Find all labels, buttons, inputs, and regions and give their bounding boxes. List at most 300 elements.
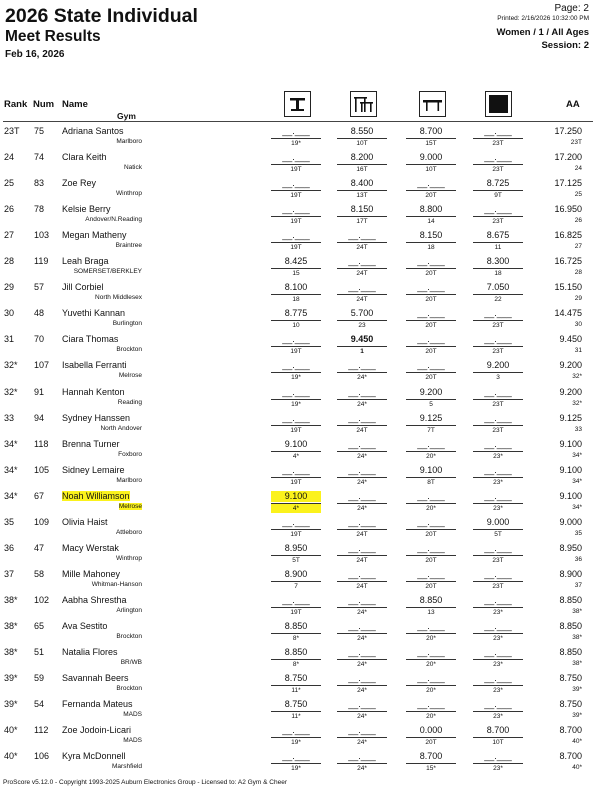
event-rank: 20T — [406, 555, 456, 565]
all-around-rank: 34* — [572, 477, 582, 485]
event-rank: 22 — [473, 294, 523, 304]
event-score: __.___ — [417, 282, 445, 293]
gym-name: Foxboro — [118, 450, 142, 458]
event-rank: 23T — [473, 138, 523, 148]
event-score: __.___ — [282, 464, 310, 475]
event-rank: 23T — [473, 399, 523, 409]
event-score: __.___ — [348, 360, 376, 371]
event-rank: 23* — [473, 451, 523, 461]
event-rank: 23* — [473, 633, 523, 643]
event-score: __.___ — [348, 438, 376, 449]
all-around-rank: 37 — [574, 581, 582, 589]
event-score: __.___ — [484, 673, 512, 684]
competitor-number: 59 — [34, 673, 45, 684]
page-number: Page: 2 — [554, 3, 589, 14]
rank-cell: 27 — [4, 230, 15, 241]
event-rank: 20* — [406, 659, 456, 669]
rank-cell: 29 — [4, 282, 15, 293]
event-score: __.___ — [417, 516, 445, 527]
athlete-name: Natalia Flores — [62, 647, 118, 657]
all-around-score: 16.950 — [554, 204, 582, 215]
all-around-score: 8.950 — [559, 542, 582, 553]
gym-name: North Middlesex — [95, 294, 142, 302]
event-score: __.___ — [484, 647, 512, 657]
all-around-score: 14.475 — [554, 308, 582, 319]
event-score: __.___ — [484, 620, 512, 631]
event-score: __.___ — [348, 282, 376, 293]
event-rank: 23* — [473, 711, 523, 721]
event-rank: 23* — [473, 503, 523, 513]
event-score: __.___ — [417, 568, 445, 579]
competitor-number: 51 — [34, 647, 45, 657]
event-rank: 18 — [473, 268, 523, 278]
event-rank: 5 — [406, 399, 456, 409]
event-rank: 4* — [271, 503, 321, 513]
event-score: 8.400 — [350, 178, 374, 189]
athlete-name: Isabella Ferranti — [62, 360, 127, 371]
event-score: __.___ — [417, 673, 445, 684]
all-around-score: 8.750 — [559, 699, 582, 710]
event-rank: 23T — [473, 581, 523, 591]
event-score: __.___ — [348, 594, 376, 605]
event-rank: 19T — [271, 477, 321, 487]
event-score: __.___ — [348, 464, 376, 475]
athlete-name: Sydney Hanssen — [62, 412, 131, 423]
event-rank: 10T — [406, 164, 456, 174]
athlete-name: Clara Keith — [62, 152, 107, 163]
rank-cell: 33 — [4, 412, 15, 423]
event-rank: 11* — [271, 711, 321, 721]
footer-copyright: ProScore v5.12.0 - Copyright 1993-2025 Auburn Electronics Group - Licensed to: A2 Gym & Cheer — [3, 779, 287, 786]
table-row — [0, 230, 598, 256]
competitor-number: 65 — [34, 620, 45, 631]
event-rank: 19* — [271, 737, 321, 747]
event-rank: 24* — [337, 503, 387, 513]
event-score: 9.200 — [486, 360, 510, 371]
column-header-aa: AA — [566, 99, 580, 110]
table-row — [0, 256, 598, 282]
event-rank: 19T — [271, 242, 321, 252]
rank-cell: 38* — [4, 620, 18, 631]
event-rank: 19T — [271, 607, 321, 617]
event-score: 8.100 — [284, 282, 308, 293]
event-score: 9.125 — [419, 412, 443, 423]
event-score: __.___ — [417, 256, 445, 267]
competitor-number: 105 — [34, 464, 50, 475]
event-score: 7.050 — [486, 282, 510, 293]
rank-cell: 24 — [4, 152, 15, 163]
gym-name: SOMERSET/BERKLEY — [73, 268, 142, 276]
event-rank: 24T — [337, 581, 387, 591]
rank-cell: 31 — [4, 334, 15, 345]
event-score: 8.850 — [284, 620, 308, 631]
gym-name: Winthrop — [115, 554, 142, 562]
competitor-number: 75 — [34, 126, 45, 136]
table-row — [0, 543, 598, 569]
column-header-name: Name — [62, 99, 88, 110]
event-score: __.___ — [417, 647, 445, 657]
event-score: __.___ — [348, 673, 376, 684]
competitor-number: 102 — [34, 594, 50, 605]
event-score: __.___ — [417, 542, 445, 553]
event-rank: 18 — [271, 294, 321, 304]
event-score: __.___ — [417, 699, 445, 710]
rank-cell: 26 — [4, 204, 15, 215]
event-rank: 20T — [406, 294, 456, 304]
event-score: __.___ — [282, 516, 310, 527]
event-score: __.___ — [348, 516, 376, 527]
event-rank: 19T — [271, 216, 321, 226]
event-score: __.___ — [348, 256, 376, 267]
gym-highlight: Melrose — [118, 502, 142, 510]
event-rank: 19* — [271, 763, 321, 773]
all-around-score: 9.125 — [559, 412, 582, 423]
column-header-rank: Rank — [4, 99, 28, 110]
table-row — [0, 204, 598, 230]
competitor-number: 58 — [34, 568, 45, 579]
athlete-name: Jill Corbiel — [62, 282, 104, 293]
competitor-number: 119 — [34, 256, 49, 267]
event-rank: 11 — [473, 242, 523, 252]
all-around-score: 17.250 — [554, 126, 582, 136]
competitor-number: 70 — [34, 334, 45, 345]
event-score: __.___ — [417, 438, 445, 449]
table-row — [0, 413, 598, 439]
all-around-rank: 39* — [572, 712, 582, 720]
event-score: __.___ — [417, 490, 445, 501]
event-score: __.___ — [348, 386, 376, 397]
all-around-score: 8.850 — [559, 647, 582, 657]
event-rank: 24* — [337, 633, 387, 643]
table-row — [0, 595, 598, 621]
event-rank: 20* — [406, 451, 456, 461]
all-around-rank: 30 — [574, 321, 582, 329]
all-around-rank: 40* — [572, 738, 582, 746]
event-rank: 20* — [406, 503, 456, 513]
event-rank: 23 — [337, 320, 387, 330]
balance-beam-icon — [419, 91, 446, 117]
event-score: 8.750 — [284, 673, 308, 684]
event-score: __.___ — [484, 568, 512, 579]
division-label: Women / 1 / All Ages — [496, 27, 589, 38]
event-score: 8.700 — [419, 751, 443, 762]
rank-cell: 39* — [4, 699, 18, 710]
event-rank: 19* — [271, 138, 321, 148]
table-row — [0, 334, 598, 360]
event-rank: 20T — [406, 190, 456, 200]
athlete-name: Adriana Santos — [62, 126, 124, 136]
gym-name: MADS — [123, 711, 142, 719]
event-rank: 23T — [473, 555, 523, 565]
athlete-name: Sidney Lemaire — [62, 464, 125, 475]
column-header-gym: Gym — [117, 111, 136, 121]
all-around-rank: 23T — [570, 139, 582, 146]
competitor-number: 118 — [34, 438, 49, 449]
event-score: 8.850 — [284, 647, 308, 657]
table-row — [0, 491, 598, 517]
gym-name: MADS — [123, 737, 142, 745]
all-around-score: 9.200 — [559, 360, 582, 371]
event-rank: 24T — [337, 425, 387, 435]
report-subtitle: Meet Results — [5, 28, 101, 45]
event-rank: 20T — [406, 346, 456, 356]
rank-cell: 32* — [4, 386, 18, 397]
event-score: __.___ — [348, 725, 376, 736]
event-rank: 1 — [337, 346, 387, 356]
gym-name: Brockton — [116, 685, 142, 693]
gym-name: Whitman-Hanson — [91, 580, 142, 588]
all-around-rank: 33 — [574, 425, 582, 433]
event-rank: 23* — [473, 477, 523, 487]
table-row — [0, 152, 598, 178]
rank-cell: 36 — [4, 542, 15, 553]
floor-exercise-icon — [485, 91, 512, 117]
event-score: __.___ — [417, 178, 445, 189]
all-around-rank: 39* — [572, 686, 582, 694]
event-rank: 20* — [406, 711, 456, 721]
event-score: __.___ — [484, 126, 512, 136]
event-rank: 9T — [473, 190, 523, 200]
event-score: __.___ — [282, 360, 310, 371]
event-score: __.___ — [484, 751, 512, 762]
all-around-rank: 38* — [572, 633, 582, 641]
athlete-name: Zoe Jodoin-Licari — [62, 725, 132, 736]
all-around-rank: 38* — [572, 607, 582, 615]
competitor-number: 57 — [34, 282, 45, 293]
event-score: 8.200 — [350, 152, 374, 163]
all-around-score: 9.200 — [559, 386, 582, 397]
event-score: __.___ — [484, 542, 512, 553]
event-score: __.___ — [348, 699, 376, 710]
all-around-score: 8.850 — [559, 594, 582, 605]
competitor-number: 74 — [34, 152, 45, 163]
gym-name: North Andover — [100, 424, 142, 432]
competitor-number: 47 — [34, 542, 45, 553]
event-rank: 19T — [271, 190, 321, 200]
table-row — [0, 725, 598, 751]
event-rank: 7 — [271, 581, 321, 591]
event-score: __.___ — [282, 230, 310, 241]
event-score: __.___ — [282, 751, 310, 762]
event-score: __.___ — [484, 386, 512, 397]
event-score: 9.100 — [284, 438, 308, 449]
all-around-rank: 25 — [574, 191, 582, 199]
event-score: __.___ — [484, 204, 512, 215]
event-score: 9.100 — [271, 491, 321, 502]
event-rank: 20T — [406, 529, 456, 539]
event-rank: 24* — [337, 711, 387, 721]
athlete-name: Kyra McDonnell — [62, 751, 126, 762]
event-rank: 20T — [406, 372, 456, 382]
athlete-name: Brenna Turner — [62, 438, 120, 449]
meet-date: Feb 16, 2026 — [5, 49, 65, 60]
rank-cell: 37 — [4, 568, 15, 579]
event-score: 8.725 — [486, 178, 510, 189]
event-score: 8.675 — [486, 230, 510, 241]
all-around-score: 9.100 — [559, 438, 582, 449]
event-rank: 24* — [337, 737, 387, 747]
event-score: 8.775 — [284, 308, 308, 319]
gym-name: Brockton — [116, 632, 142, 640]
table-row — [0, 751, 598, 777]
competitor-number: 112 — [34, 725, 49, 736]
event-rank: 20* — [406, 685, 456, 695]
all-around-score: 8.900 — [559, 568, 582, 579]
table-row — [0, 282, 598, 308]
event-score: 8.550 — [350, 126, 374, 136]
event-score: 8.950 — [284, 542, 308, 553]
competitor-number: 54 — [34, 699, 45, 710]
all-around-score: 17.125 — [554, 178, 582, 189]
all-around-score: 9.100 — [559, 464, 582, 475]
event-score: 9.200 — [419, 386, 443, 397]
all-around-score: 15.150 — [554, 282, 582, 293]
event-score: 8.700 — [486, 725, 510, 736]
rank-cell: 39* — [4, 673, 18, 684]
event-rank: 23* — [473, 659, 523, 669]
event-score: __.___ — [417, 620, 445, 631]
athlete-name: Ava Sestito — [62, 620, 108, 631]
athlete-name: Leah Braga — [62, 256, 109, 267]
event-rank: 24T — [337, 529, 387, 539]
event-rank: 19* — [271, 372, 321, 382]
gym-name: Marlboro — [116, 138, 142, 145]
gym-name: Marlboro — [116, 476, 142, 484]
gym-name: Braintree — [115, 242, 142, 250]
event-score: __.___ — [417, 308, 445, 319]
all-around-score: 17.200 — [554, 152, 582, 163]
event-rank: 15T — [406, 138, 456, 148]
rank-cell: 32* — [4, 360, 18, 371]
event-score: __.___ — [348, 568, 376, 579]
event-rank: 24* — [337, 685, 387, 695]
event-score: __.___ — [282, 386, 310, 397]
event-rank: 19T — [271, 425, 321, 435]
event-rank: 23* — [473, 685, 523, 695]
athlete-name: Mille Mahoney — [62, 568, 121, 579]
table-row — [0, 178, 598, 204]
event-rank: 10 — [271, 320, 321, 330]
event-score: 0.000 — [419, 725, 443, 736]
competitor-number: 109 — [34, 516, 50, 527]
athlete-name: Aabha Shrestha — [62, 594, 127, 605]
report-title: 2026 State Individual — [5, 5, 198, 27]
table-row — [0, 465, 598, 491]
competitor-number: 103 — [34, 230, 50, 241]
all-around-rank: 38* — [572, 660, 582, 667]
all-around-score: 9.100 — [559, 490, 582, 501]
event-rank: 5T — [271, 555, 321, 565]
event-score: __.___ — [484, 152, 512, 163]
rank-cell: 38* — [4, 647, 18, 657]
table-row — [0, 699, 598, 725]
event-rank: 23T — [473, 216, 523, 226]
event-rank: 24T — [337, 242, 387, 252]
event-rank: 11* — [271, 685, 321, 695]
athlete-name: Megan Matheny — [62, 230, 127, 241]
rank-cell: 23T — [4, 126, 20, 136]
all-around-score: 8.700 — [559, 751, 582, 762]
all-around-score: 8.850 — [559, 620, 582, 631]
event-score: __.___ — [282, 126, 310, 136]
competitor-number: 106 — [34, 751, 50, 762]
event-score: __.___ — [348, 542, 376, 553]
table-row — [0, 569, 598, 595]
event-score: 8.850 — [419, 594, 443, 605]
event-score: 8.800 — [419, 204, 443, 215]
table-row — [0, 387, 598, 413]
header-divider — [3, 121, 593, 122]
rank-cell: 34* — [4, 464, 18, 475]
rank-cell: 25 — [4, 178, 15, 189]
event-rank: 17T — [337, 216, 387, 226]
event-score: __.___ — [484, 334, 512, 345]
all-around-rank: 26 — [574, 217, 582, 225]
gym-name: Attleboro — [115, 528, 142, 536]
all-around-rank: 32* — [572, 399, 582, 407]
all-around-score: 8.750 — [559, 673, 582, 684]
all-around-rank: 40* — [572, 764, 582, 772]
rank-cell: 34* — [4, 438, 18, 449]
gym-name: Andover/N.Reading — [85, 216, 142, 224]
event-rank: 24* — [337, 451, 387, 461]
all-around-rank: 35 — [574, 529, 582, 537]
all-around-rank: 24 — [574, 165, 582, 173]
competitor-number: 67 — [34, 490, 45, 501]
event-score: __.___ — [484, 308, 512, 319]
event-score: __.___ — [348, 751, 376, 762]
athlete-name: Fernanda Mateus — [62, 699, 133, 710]
event-rank: 4* — [271, 451, 321, 461]
rank-cell: 28 — [4, 256, 15, 267]
event-rank: 5T — [473, 529, 523, 539]
event-score: 8.425 — [284, 256, 308, 267]
event-rank: 3 — [473, 372, 523, 382]
event-rank: 24T — [337, 294, 387, 304]
athlete-name: Macy Werstak — [62, 542, 119, 553]
event-score: __.___ — [282, 178, 310, 189]
event-score: __.___ — [282, 204, 310, 215]
rank-cell: 38* — [4, 594, 18, 605]
event-score: __.___ — [484, 490, 512, 501]
event-score: __.___ — [348, 490, 376, 501]
event-score: __.___ — [348, 620, 376, 631]
gym-name — [62, 503, 142, 510]
event-rank: 20T — [406, 320, 456, 330]
event-score: __.___ — [282, 152, 310, 163]
event-score: __.___ — [484, 464, 512, 475]
athlete-name: Kelsie Berry — [62, 204, 111, 215]
event-score: __.___ — [282, 412, 310, 423]
all-around-rank: 34* — [572, 503, 582, 511]
event-score: __.___ — [417, 334, 445, 345]
event-rank: 24* — [337, 659, 387, 669]
table-row — [0, 308, 598, 334]
event-score: 8.750 — [284, 699, 308, 710]
all-around-rank: 29 — [574, 295, 582, 303]
event-rank: 20T — [406, 737, 456, 747]
all-around-rank: 34* — [572, 451, 582, 459]
athlete-name: Ciara Thomas — [62, 334, 119, 345]
all-around-score: 9.450 — [559, 334, 582, 345]
event-score: 8.700 — [419, 126, 443, 136]
event-rank: 20T — [406, 268, 456, 278]
event-rank: 20* — [406, 633, 456, 643]
rank-cell: 40* — [4, 751, 18, 762]
event-rank: 23T — [473, 320, 523, 330]
competitor-number: 107 — [34, 360, 50, 371]
event-rank: 23T — [473, 425, 523, 435]
